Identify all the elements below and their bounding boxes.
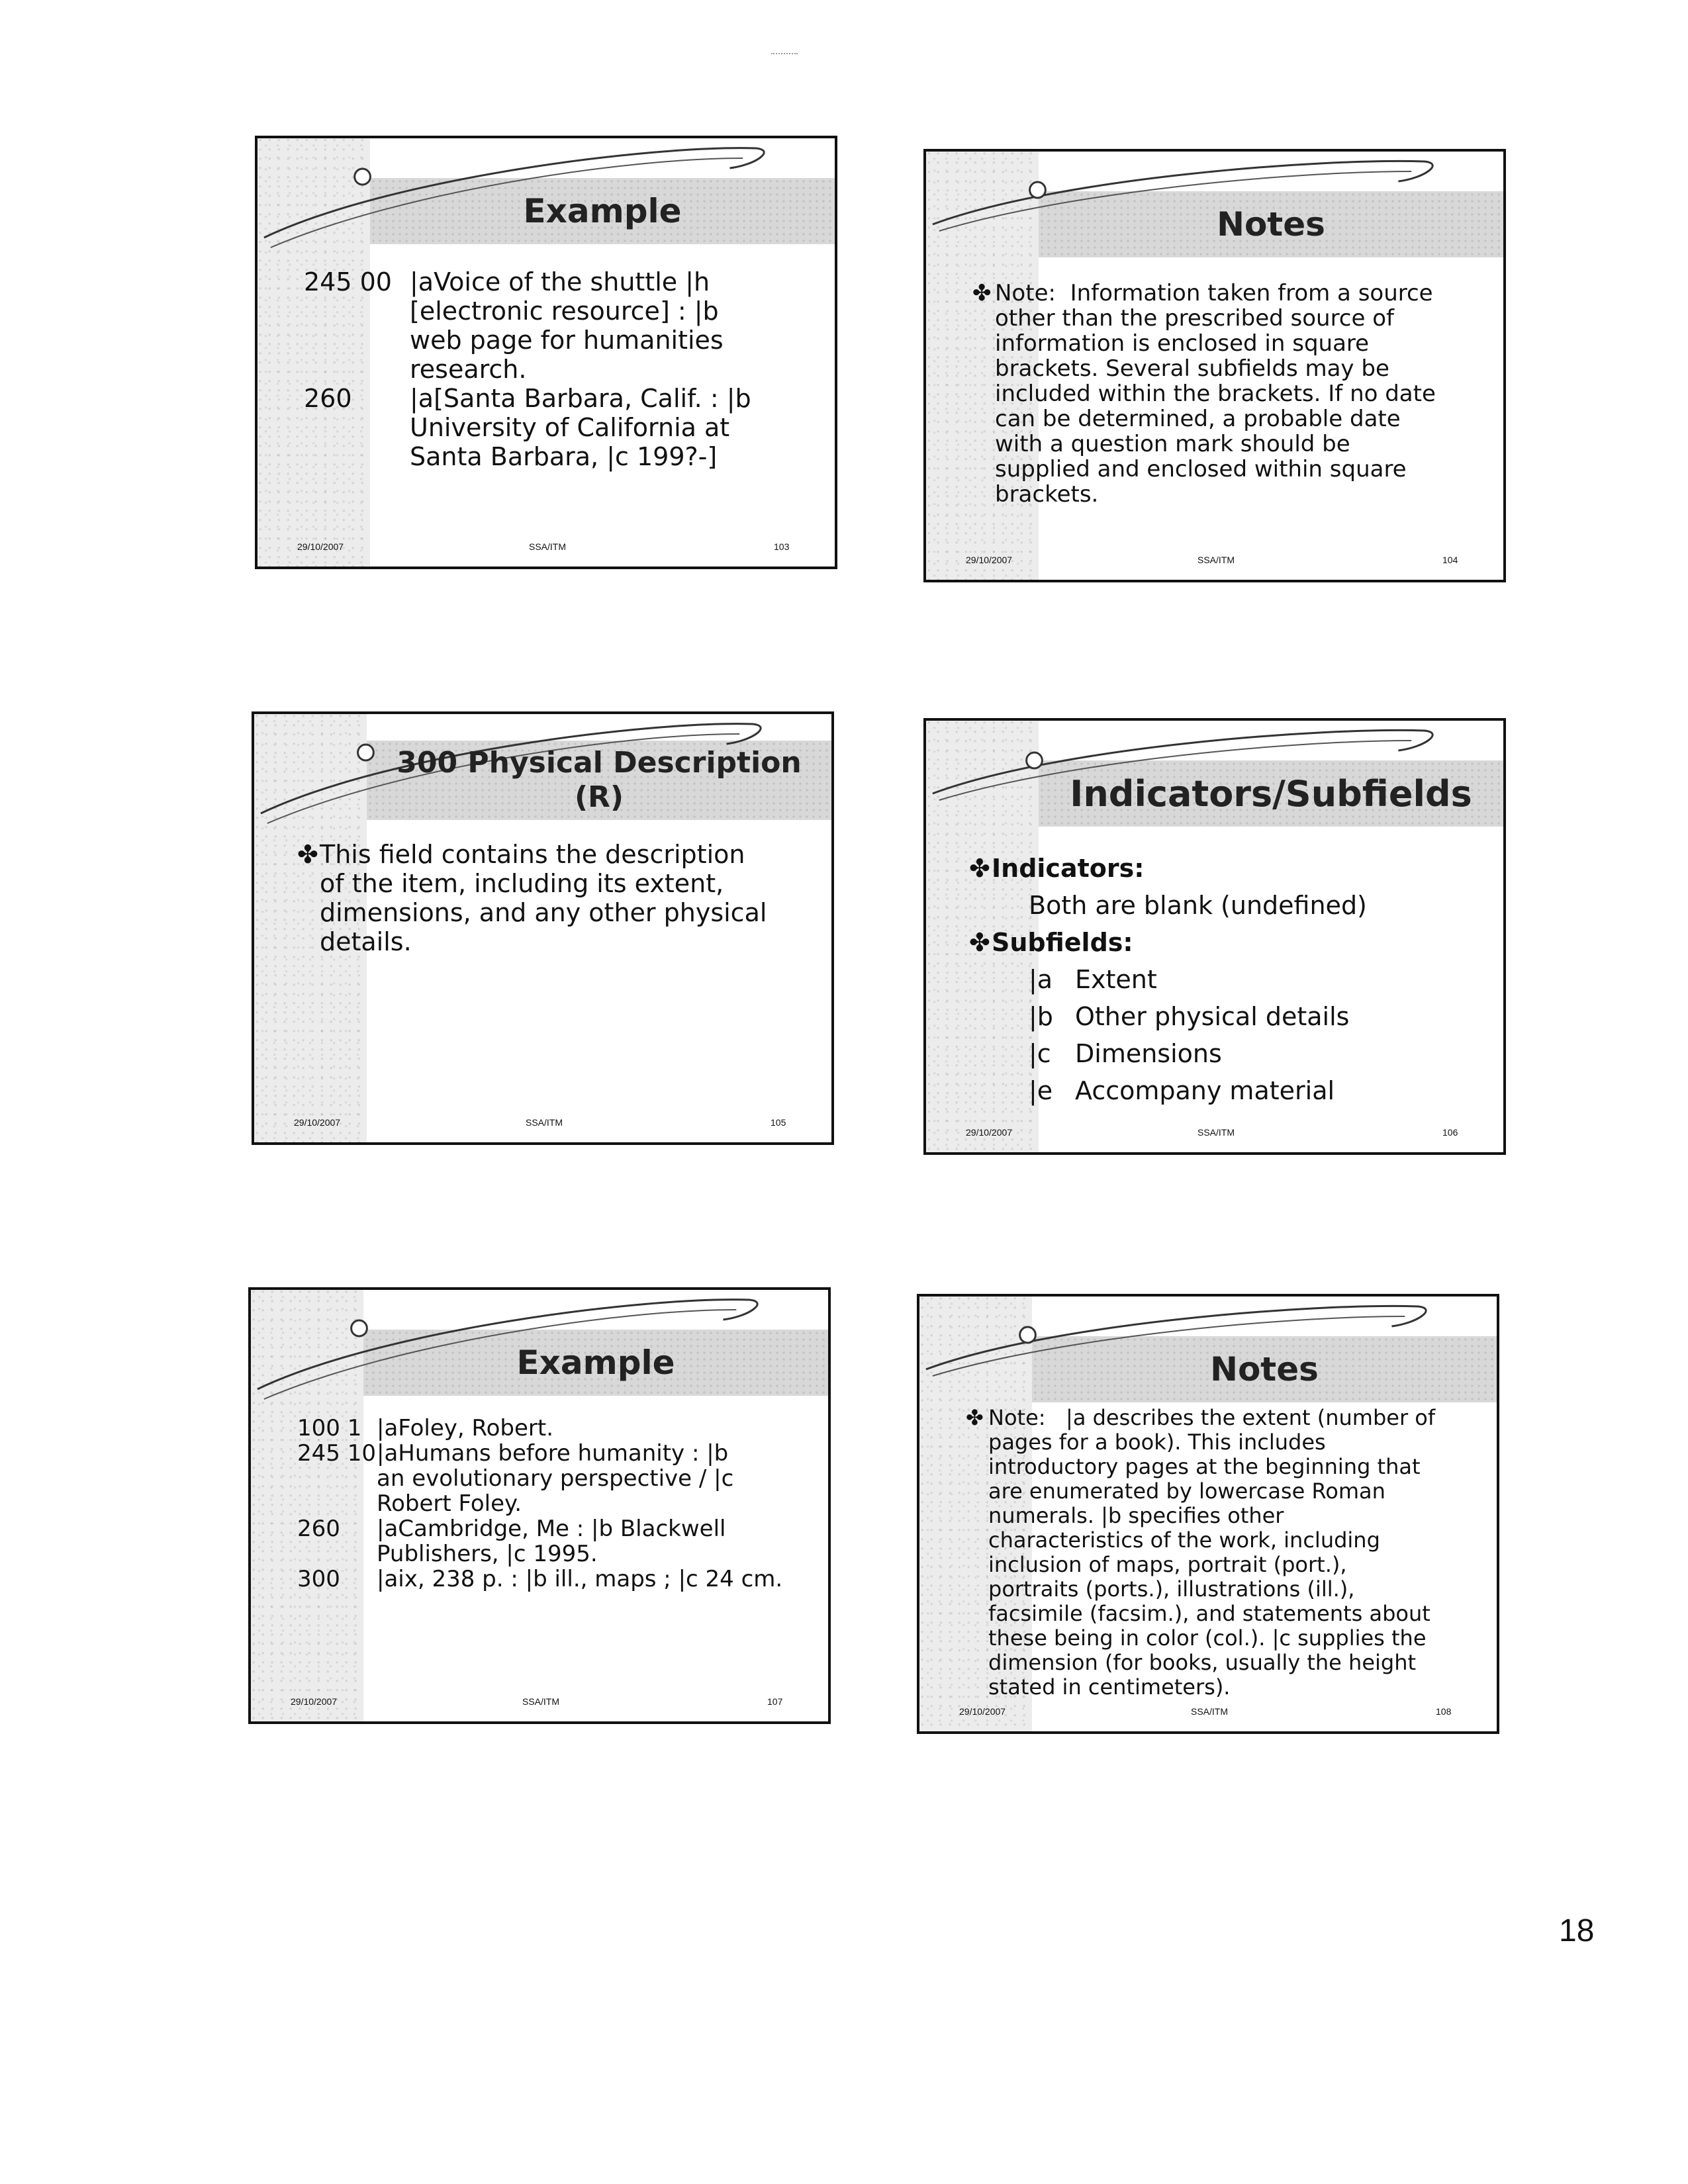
indicators-heading (969, 850, 1499, 887)
note-line: with a question mark should be (995, 431, 1350, 457)
marc-text: Santa Barbara, |c 199?-] (410, 442, 718, 471)
marc-line (304, 384, 827, 413)
note-line (972, 281, 1502, 306)
subfield-item (969, 998, 1499, 1035)
slide-title (367, 741, 831, 820)
scan-mark (771, 53, 798, 54)
note-line: portraits (ports.), illustrations (ill.), (988, 1576, 1355, 1602)
marc-tag (304, 413, 410, 442)
slide-number: 108 (1436, 1706, 1452, 1717)
marc-line (304, 355, 827, 384)
slide-body (966, 1406, 1495, 1700)
marc-tag: 300 (297, 1566, 340, 1592)
slide-107 (248, 1287, 831, 1724)
marc-text: University of California at (410, 413, 730, 442)
marc-line (297, 1516, 827, 1541)
note-line: these being in color (col.). |c supplies the (988, 1625, 1427, 1651)
note-line: brackets. Several subfields may be (995, 355, 1389, 382)
marc-tag (297, 1466, 377, 1491)
marc-text: |aCambridge, Me : |b Blackwell (377, 1516, 726, 1542)
marc-tag: 245 10 (297, 1440, 376, 1467)
note-line: pages for a book). This includes (988, 1430, 1326, 1455)
note-line: inclusion of maps, portrait (port.), (988, 1552, 1347, 1577)
slide-body (297, 840, 827, 956)
slide-date: 29/10/2007 (966, 555, 1013, 565)
subfields-heading (969, 924, 1499, 961)
note-line: numerals. |b specifies other (988, 1503, 1284, 1528)
bullet-icon: ✤ (969, 854, 990, 883)
slide-org: SSA/ITM (1197, 1127, 1235, 1138)
subfield-code: |c (1029, 1039, 1051, 1068)
note-line: included within the brackets. If no date (995, 381, 1436, 407)
bullet-icon: ✤ (972, 280, 992, 306)
slide-title: Notes (1217, 205, 1325, 244)
slide-date: 29/10/2007 (959, 1706, 1006, 1717)
note-line: other than the prescribed source of (995, 305, 1395, 332)
body-line: details. (320, 927, 412, 956)
subfields-label: Subfields: (992, 928, 1133, 957)
marc-line (304, 296, 827, 326)
marc-line (297, 1466, 827, 1491)
marc-text: [electronic resource] : |b (410, 296, 719, 326)
slide-104 (923, 149, 1506, 582)
marc-tag: 260 (297, 1516, 340, 1542)
slide-number: 105 (771, 1117, 786, 1128)
marc-text: an evolutionary perspective / |c (377, 1465, 734, 1492)
marc-tag (304, 442, 410, 471)
slide-103 (255, 136, 837, 569)
slide-title: Indicators/Subfields (1070, 772, 1472, 815)
note-line (966, 1406, 1495, 1430)
marc-text: research. (410, 355, 527, 384)
slide-title: Example (516, 1343, 675, 1382)
marc-text: |aHumans before humanity : |b (377, 1440, 729, 1467)
slide-108 (917, 1294, 1499, 1734)
marc-line (297, 1491, 827, 1516)
body-line (297, 840, 827, 869)
slide-date: 29/10/2007 (966, 1127, 1013, 1138)
slide-body (297, 1416, 827, 1592)
slide-org: SSA/ITM (522, 1696, 560, 1707)
slide-org: SSA/ITM (526, 1117, 563, 1128)
marc-text: |aVoice of the shuttle |h (410, 267, 710, 296)
subfield-text: Other physical details (1075, 1002, 1350, 1031)
slide-title-line: (R) (574, 780, 624, 814)
marc-text: |aFoley, Robert. (377, 1415, 554, 1441)
marc-line (304, 326, 827, 355)
marc-text: |a[Santa Barbara, Calif. : |b (410, 384, 751, 413)
slide-105 (252, 711, 834, 1145)
slide-number: 103 (774, 541, 790, 552)
subfield-code: |a (1029, 965, 1053, 994)
slide-date: 29/10/2007 (297, 541, 344, 552)
subfield-text: Dimensions (1075, 1039, 1222, 1068)
marc-line (304, 267, 827, 296)
marc-text: Publishers, |c 1995. (377, 1541, 598, 1567)
marc-tag: 100 1 (297, 1415, 362, 1441)
slide-title-line: 300 Physical Description (397, 746, 802, 780)
body-text: This field contains the description (320, 840, 745, 869)
note-line: characteristics of the work, including (988, 1527, 1380, 1553)
note-label: Note: (988, 1405, 1046, 1430)
subfield-code: |e (1029, 1076, 1053, 1105)
note-line: dimension (for books, usually the height (988, 1650, 1417, 1675)
bullet-icon: ✤ (297, 840, 318, 869)
slide-body (304, 267, 827, 471)
note-label: Note: (995, 280, 1056, 306)
note-line: stated in centimeters). (988, 1674, 1231, 1700)
subfield-item (969, 961, 1499, 998)
body-line: of the item, including its extent, (320, 869, 724, 898)
note-line: information is enclosed in square (995, 330, 1370, 357)
slide-body (972, 281, 1502, 507)
slide-body (969, 850, 1499, 1109)
note-line: can be determined, a probable date (995, 406, 1401, 432)
slide-date: 29/10/2007 (294, 1117, 341, 1128)
slide-number: 107 (767, 1696, 783, 1707)
marc-text: |aix, 238 p. : |b ill., maps ; |c 24 cm. (377, 1566, 783, 1592)
body-line: dimensions, and any other physical (320, 898, 767, 927)
indicators-text: Both are blank (undefined) (1029, 891, 1367, 920)
marc-line (297, 1567, 827, 1592)
marc-text: Robert Foley. (377, 1490, 522, 1517)
marc-tag (297, 1541, 377, 1567)
marc-line (304, 442, 827, 471)
marc-line (304, 413, 827, 442)
marc-tag: 260 (304, 384, 352, 413)
note-text: Information taken from a source (1070, 280, 1433, 306)
subfield-item (969, 1072, 1499, 1109)
subfield-item (969, 1035, 1499, 1072)
note-text: |a describes the extent (number of (1066, 1405, 1436, 1430)
bullet-icon: ✤ (966, 1405, 984, 1430)
note-line: facsimile (facsim.), and statements about (988, 1601, 1430, 1626)
page-number: 18 (1559, 1913, 1595, 1948)
marc-line (297, 1541, 827, 1567)
marc-tag: 245 00 (304, 267, 392, 296)
marc-line (297, 1416, 827, 1441)
slide-number: 104 (1442, 555, 1458, 565)
note-line: brackets. (995, 481, 1099, 508)
indicators-label: Indicators: (992, 854, 1145, 883)
subfield-text: Accompany material (1075, 1076, 1335, 1105)
note-line: introductory pages at the beginning that (988, 1454, 1421, 1479)
slide-org: SSA/ITM (1197, 555, 1235, 565)
slide-106 (923, 718, 1506, 1155)
marc-text: web page for humanities (410, 326, 724, 355)
slide-date: 29/10/2007 (291, 1696, 338, 1707)
slide-number: 106 (1442, 1127, 1458, 1138)
subfield-text: Extent (1075, 965, 1157, 994)
marc-line (297, 1441, 827, 1466)
note-line: supplied and enclosed within square (995, 456, 1407, 482)
bullet-icon: ✤ (969, 928, 990, 957)
marc-tag (304, 296, 410, 326)
marc-tag (304, 355, 410, 384)
slide-org: SSA/ITM (1191, 1706, 1229, 1717)
note-line: are enumerated by lowercase Roman (988, 1479, 1385, 1504)
slide-title: Notes (1210, 1350, 1319, 1388)
slide-org: SSA/ITM (529, 541, 567, 552)
subfield-code: |b (1029, 1002, 1053, 1031)
marc-tag (297, 1491, 377, 1516)
marc-tag (304, 326, 410, 355)
slide-title: Example (523, 192, 682, 230)
